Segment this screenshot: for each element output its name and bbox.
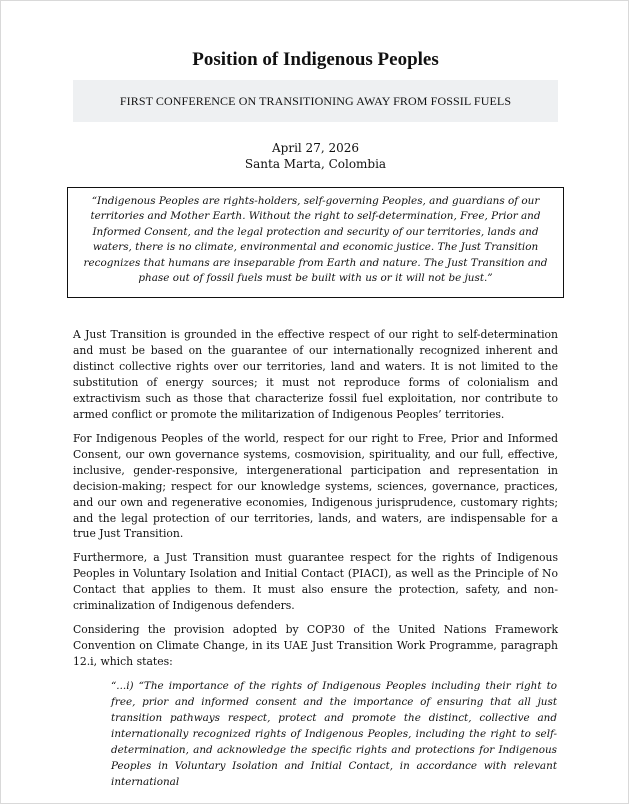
key-quote-box [67, 187, 564, 298]
conference-banner: FIRST CONFERENCE ON TRANSITIONING AWAY FROM FOSSIL FUELS [73, 80, 558, 122]
body-paragraph: Considering the provision adopted by COP30 of the United Nations Framework Convention on Climate Change, in its UAE Just Transition Work Programme, paragraph 12.i, which states: [73, 623, 558, 668]
document-location: Santa Marta, Colombia [244, 157, 387, 171]
body-paragraph: A Just Transition is grounded in the effective respect of our right to self-determination and must be based on the guarantee of our internationally recognized inherent and distinct collective rights over our territories, land and waters. It is not limited to the substitution of energy sources; it must not reproduce forms of colonialism and extractivism such as those that characterize fossil fuel exploitation, nor contribute to armed conflict or promote the militarization of Indigenous Peoples’ territories. [73, 328, 558, 421]
cited-provision-quote: “...i) “The importance of the rights of Indigenous Peoples including their right to free, prior and informed consent and the importance of ensuring that all just transition pathways respect, protect and promote the distinct, collective and internationally recognized rights of Indigenous Peoples, including the right to self-determination, and acknowledge the specific rights and protections for Indigenous Peoples in Voluntary Isolation and Initial Contact, in accordance with relevant international [111, 680, 557, 788]
document-date: April 27, 2026 [271, 141, 359, 155]
key-quote-text: “Indigenous Peoples are rights-holders, self-governing Peoples, and guardians of our territories and Mother Earth. Without the right to self-determination, Free, Prior and Informed Consent, and the legal protection and security of our territories, lands and waters, there is no climate, environmental and economic justice. The Just Transition recognizes that humans are inseparable from Earth and nature. The Just Transition and phase out of fossil fuels must be built with us or it will not be just.” [83, 195, 548, 285]
body-paragraph: For Indigenous Peoples of the world, respect for our right to Free, Prior and Informed Consent, our own governance systems, cosmovision, spirituality, and our full, effective, inclusive, gender-responsive, intergenerational participation and representation in decision-making; respect for our knowledge systems, sciences, governance, practices, and our own and regenerative economies, Indigenous jurisprudence, customary rights; and the legal protection of our territories, lands, and waters, are indispensable for a true Just Transition. [73, 432, 558, 541]
body-paragraph: Furthermore, a Just Transition must guarantee respect for the rights of Indigenous Peoples in Voluntary Isolation and Initial Contact (PIACI), as well as the Principle of No Contact that applies to them. It must also ensure the protection, safety, and non-criminalization of Indigenous defenders. [73, 551, 558, 612]
document-title: Position of Indigenous Peoples [192, 49, 439, 70]
